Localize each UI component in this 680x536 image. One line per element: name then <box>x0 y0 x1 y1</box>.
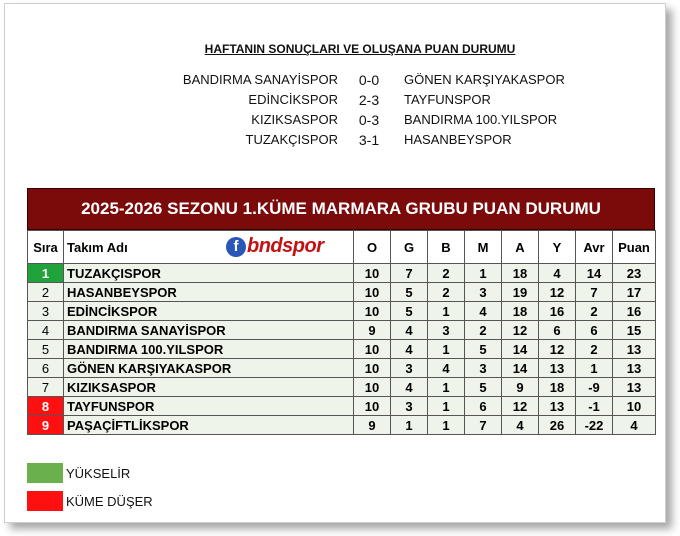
team-name-cell: GÖNEN KARŞIYAKASPOR <box>64 359 354 378</box>
match-row <box>0 92 680 112</box>
g-cell: 1 <box>391 416 428 435</box>
away-team: TAYFUNSPOR <box>404 92 491 107</box>
header-y: Y <box>539 231 576 264</box>
g-cell: 4 <box>391 340 428 359</box>
b-cell: 1 <box>428 302 465 321</box>
team-name-cell: KIZIKSASPOR <box>64 378 354 397</box>
g-cell: 5 <box>391 283 428 302</box>
rank-cell: 9 <box>28 416 64 435</box>
o-cell: 10 <box>354 397 391 416</box>
a-cell: 12 <box>502 321 539 340</box>
team-name-cell: HASANBEYSPOR <box>64 283 354 302</box>
a-cell: 12 <box>502 397 539 416</box>
m-cell: 2 <box>465 321 502 340</box>
header-m: M <box>465 231 502 264</box>
standings-banner: 2025-2026 SEZONU 1.KÜME MARMARA GRUBU PUAN DURUMU <box>27 188 655 230</box>
team-name-cell: TUZAKÇISPOR <box>64 264 354 283</box>
standings-table <box>27 188 655 435</box>
avr-cell: 14 <box>576 264 613 283</box>
table-row <box>28 416 656 435</box>
header-b: B <box>428 231 465 264</box>
rank-cell: 2 <box>28 283 64 302</box>
bndspor-logo <box>226 235 324 258</box>
team-name-cell: BANDIRMA 100.YILSPOR <box>64 340 354 359</box>
puan-cell: 13 <box>613 378 656 397</box>
header-a: A <box>502 231 539 264</box>
avr-cell: 7 <box>576 283 613 302</box>
m-cell: 7 <box>465 416 502 435</box>
table-row <box>28 321 656 340</box>
b-cell: 1 <box>428 397 465 416</box>
header-row <box>28 231 656 264</box>
b-cell: 3 <box>428 321 465 340</box>
table-row <box>28 359 656 378</box>
avr-cell: -9 <box>576 378 613 397</box>
avr-cell: -1 <box>576 397 613 416</box>
avr-cell: 1 <box>576 359 613 378</box>
team-name-cell: PAŞAÇİFTLİKSPOR <box>64 416 354 435</box>
home-team: KIZIKSASPOR <box>251 112 338 127</box>
header-team <box>64 231 354 264</box>
y-cell: 13 <box>539 397 576 416</box>
rank-cell: 3 <box>28 302 64 321</box>
home-team: TUZAKÇISPOR <box>245 132 338 147</box>
o-cell: 9 <box>354 321 391 340</box>
y-cell: 4 <box>539 264 576 283</box>
away-team: BANDIRMA 100.YILSPOR <box>404 112 558 127</box>
a-cell: 9 <box>502 378 539 397</box>
table-row <box>28 378 656 397</box>
away-team: HASANBEYSPOR <box>404 132 512 147</box>
a-cell: 4 <box>502 416 539 435</box>
puan-cell: 15 <box>613 321 656 340</box>
legend-promotion-swatch <box>27 463 63 483</box>
rank-cell: 5 <box>28 340 64 359</box>
header-team-label: Takım Adı <box>67 239 128 255</box>
header-o: O <box>354 231 391 264</box>
header-puan: Puan <box>613 231 656 264</box>
table-row <box>28 302 656 321</box>
match-row <box>0 72 680 92</box>
legend-promotion-label: YÜKSELİR <box>66 465 131 481</box>
table-row <box>28 264 656 283</box>
avr-cell: 2 <box>576 302 613 321</box>
puan-cell: 13 <box>613 359 656 378</box>
o-cell: 10 <box>354 283 391 302</box>
y-cell: 26 <box>539 416 576 435</box>
y-cell: 12 <box>539 283 576 302</box>
rank-cell: 8 <box>28 397 64 416</box>
rank-cell: 7 <box>28 378 64 397</box>
rank-cell: 6 <box>28 359 64 378</box>
m-cell: 5 <box>465 340 502 359</box>
m-cell: 1 <box>465 264 502 283</box>
a-cell: 14 <box>502 340 539 359</box>
avr-cell: 6 <box>576 321 613 340</box>
match-score: 3-1 <box>358 132 380 148</box>
g-cell: 4 <box>391 378 428 397</box>
m-cell: 6 <box>465 397 502 416</box>
home-team: BANDIRMA SANAYİSPOR <box>182 72 338 87</box>
puan-cell: 23 <box>613 264 656 283</box>
g-cell: 7 <box>391 264 428 283</box>
a-cell: 18 <box>502 302 539 321</box>
m-cell: 5 <box>465 378 502 397</box>
table-row <box>28 340 656 359</box>
avr-cell: 2 <box>576 340 613 359</box>
table-row <box>28 283 656 302</box>
m-cell: 3 <box>465 283 502 302</box>
header-rank: Sıra <box>28 231 64 264</box>
b-cell: 1 <box>428 378 465 397</box>
g-cell: 3 <box>391 397 428 416</box>
table-row <box>28 397 656 416</box>
m-cell: 4 <box>465 302 502 321</box>
match-score: 0-3 <box>358 112 380 128</box>
puan-cell: 10 <box>613 397 656 416</box>
header-avr: Avr <box>576 231 613 264</box>
match-row <box>0 132 680 152</box>
legend-relegation-swatch <box>27 491 63 511</box>
y-cell: 18 <box>539 378 576 397</box>
facebook-icon: f <box>226 237 246 257</box>
g-cell: 4 <box>391 321 428 340</box>
m-cell: 3 <box>465 359 502 378</box>
match-score: 2-3 <box>358 92 380 108</box>
o-cell: 10 <box>354 302 391 321</box>
puan-cell: 13 <box>613 340 656 359</box>
puan-cell: 17 <box>613 283 656 302</box>
team-name-cell: TAYFUNSPOR <box>64 397 354 416</box>
o-cell: 9 <box>354 416 391 435</box>
o-cell: 10 <box>354 378 391 397</box>
standings-grid <box>27 230 656 435</box>
b-cell: 4 <box>428 359 465 378</box>
g-cell: 5 <box>391 302 428 321</box>
match-row <box>0 112 680 132</box>
o-cell: 10 <box>354 359 391 378</box>
team-name-cell: EDİNCİKSPOR <box>64 302 354 321</box>
logo-text: bndspor <box>247 235 324 257</box>
header-g: G <box>391 231 428 264</box>
b-cell: 1 <box>428 416 465 435</box>
o-cell: 10 <box>354 340 391 359</box>
rank-cell: 4 <box>28 321 64 340</box>
legend-promotion <box>27 462 130 484</box>
y-cell: 6 <box>539 321 576 340</box>
home-team: EDİNCİKSPOR <box>248 92 338 107</box>
o-cell: 10 <box>354 264 391 283</box>
g-cell: 3 <box>391 359 428 378</box>
a-cell: 19 <box>502 283 539 302</box>
b-cell: 1 <box>428 340 465 359</box>
avr-cell: -22 <box>576 416 613 435</box>
puan-cell: 16 <box>613 302 656 321</box>
legend-relegation <box>27 490 153 512</box>
legend-relegation-label: KÜME DÜŞER <box>66 493 153 509</box>
results-title: HAFTANIN SONUÇLARI VE OLUŞANA PUAN DURUMU <box>204 42 516 56</box>
rank-cell: 1 <box>28 264 64 283</box>
y-cell: 13 <box>539 359 576 378</box>
match-score: 0-0 <box>358 72 380 88</box>
b-cell: 2 <box>428 264 465 283</box>
a-cell: 14 <box>502 359 539 378</box>
y-cell: 12 <box>539 340 576 359</box>
a-cell: 18 <box>502 264 539 283</box>
team-name-cell: BANDIRMA SANAYİSPOR <box>64 321 354 340</box>
away-team: GÖNEN KARŞIYAKASPOR <box>404 72 565 87</box>
y-cell: 16 <box>539 302 576 321</box>
b-cell: 2 <box>428 283 465 302</box>
puan-cell: 4 <box>613 416 656 435</box>
